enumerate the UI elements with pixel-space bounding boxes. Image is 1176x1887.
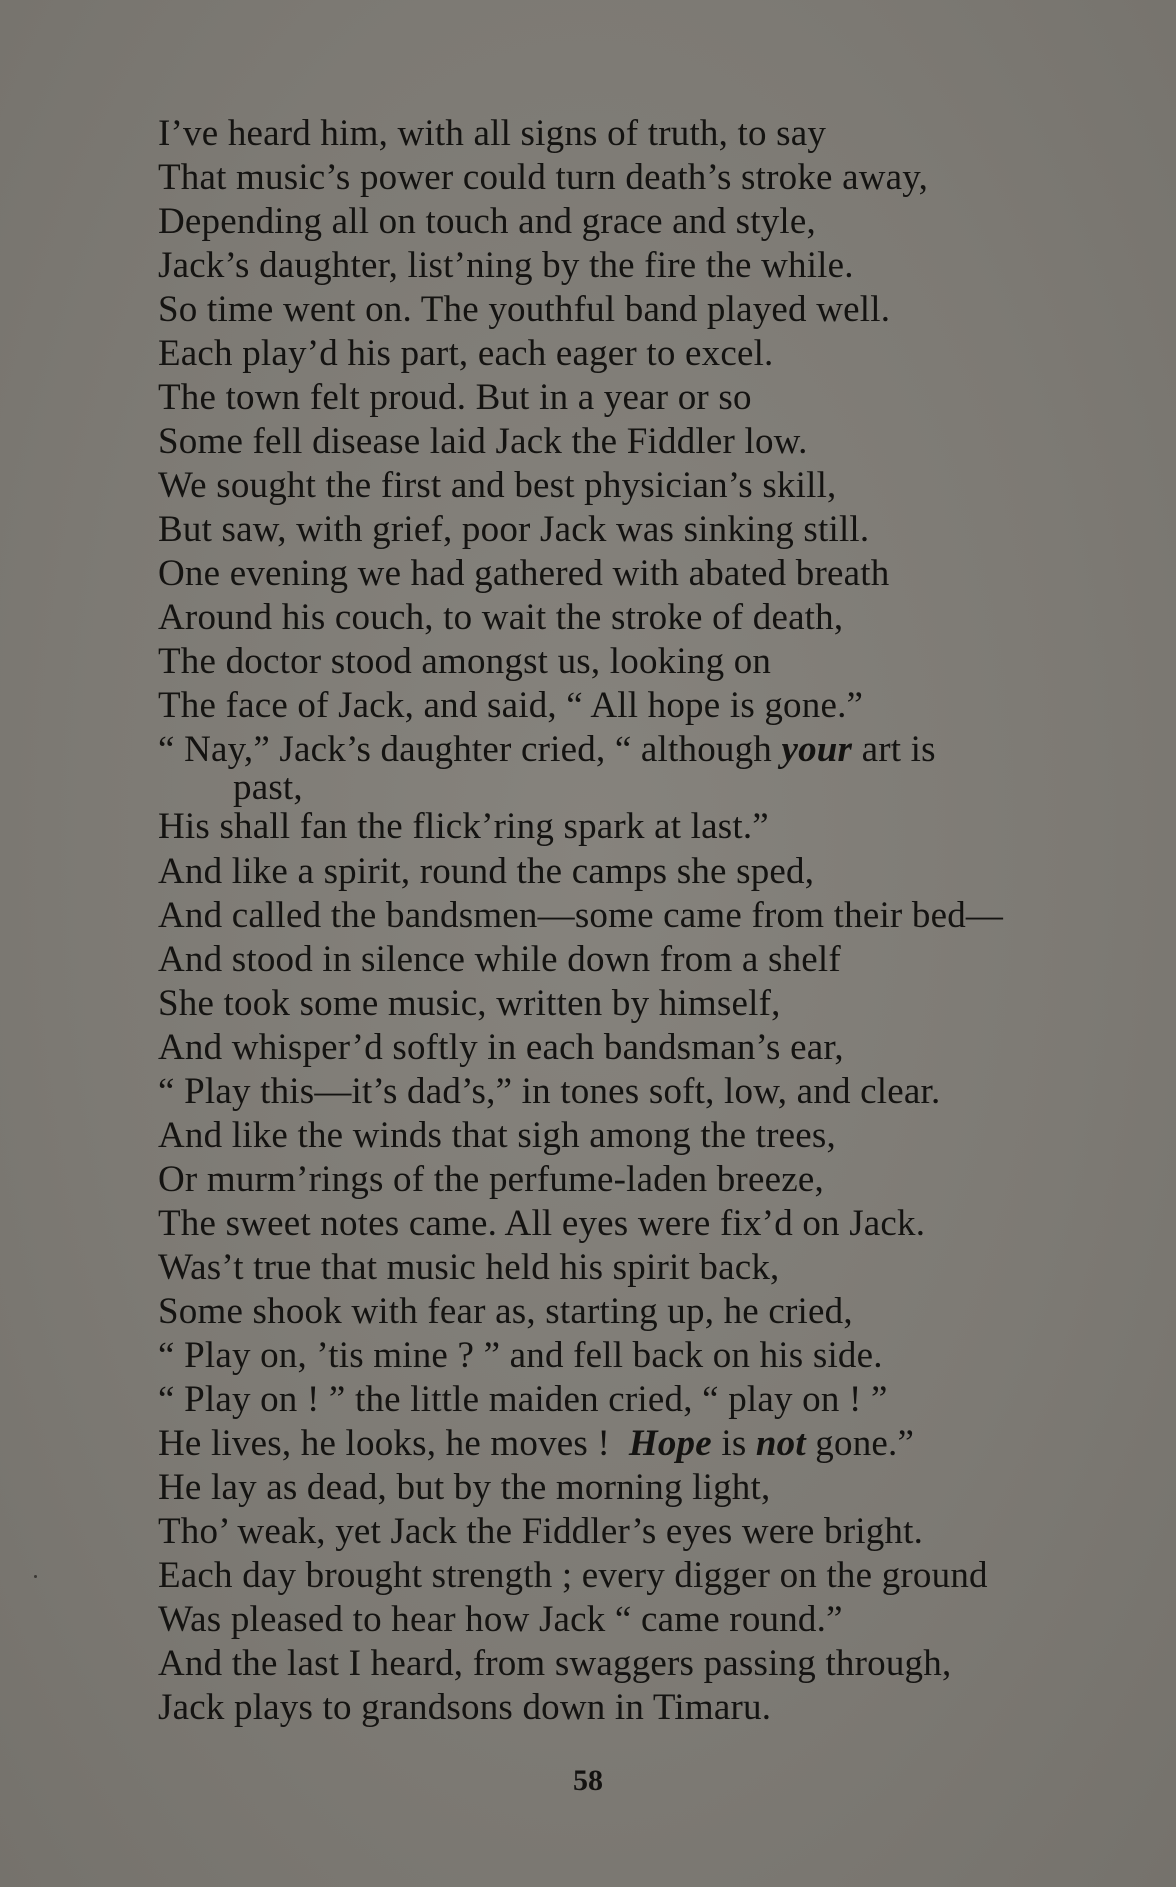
poem-line: The sweet notes came. All eyes were fix’d on Jack. [158, 1203, 926, 1244]
poem-line: “ Play on, ’tis mine ? ” and fell back on his side. [158, 1335, 883, 1376]
poem-line: And the last I heard, from swaggers passing through, [158, 1643, 952, 1684]
poem-line: One evening we had gathered with abated breath [158, 553, 890, 594]
hope-line-after: gone.” [805, 1423, 915, 1464]
poem-line-hope [158, 1422, 1078, 1466]
poem-line: And whisper’d softly in each bandsman’s ear, [158, 1027, 844, 1068]
poem-line: The face of Jack, and said, “ All hope is gone.” [158, 685, 864, 726]
poem-line: Some shook with fear as, starting up, he cried, [158, 1291, 853, 1332]
poem-line: Jack’s daughter, list’ning by the fire the while. [158, 245, 854, 286]
poem-line: And like a spirit, round the camps she sped, [158, 851, 815, 892]
poem-line-nay [158, 728, 1078, 772]
poem-line: And stood in silence while down from a shelf [158, 939, 841, 980]
poem-line: Jack plays to grandsons down in Timaru. [158, 1687, 772, 1728]
paper-speck [34, 1575, 37, 1578]
poem-line: Around his couch, to wait the stroke of death, [158, 597, 844, 638]
poem-line: And like the winds that sigh among the trees, [158, 1115, 836, 1156]
poem-line: So time went on. The youthful band played well. [158, 289, 891, 330]
poem-line: Each play’d his part, each eager to excel. [158, 333, 774, 374]
hope-line-middle: is [711, 1423, 756, 1464]
poem-line: And called the bandsmen—some came from their bed— [158, 895, 1004, 936]
hope-line-not: not [755, 1423, 806, 1464]
poem-line: She took some music, written by himself, [158, 983, 781, 1024]
poem-line: But saw, with grief, poor Jack was sinking still. [158, 509, 870, 550]
poem-line: Depending all on touch and grace and style, [158, 201, 816, 242]
nay-line-before: “ Nay,” Jack’s daughter cried, “ although [158, 729, 782, 770]
poem-line: The doctor stood amongst us, looking on [158, 641, 772, 682]
nay-line-after: art is [852, 729, 936, 770]
nay-line-emphasis: your [781, 729, 853, 770]
poem-line: That music’s power could turn death’s stroke away, [158, 157, 929, 198]
poem-line: The town felt proud. But in a year or so [158, 377, 752, 418]
poem-line: Was pleased to hear how Jack “ came round.” [158, 1599, 843, 1640]
poem-line: “ Play on ! ” the little maiden cried, “ play on ! ” [158, 1379, 888, 1420]
hope-line-before: He lives, he looks, he moves ! [158, 1423, 629, 1464]
poem-text [158, 112, 1078, 1730]
poem-line: Or murm’rings of the perfume-laden breeze, [158, 1159, 824, 1200]
page-number: 58 [573, 1764, 603, 1797]
poem-line: I’ve heard him, with all signs of truth, to say [158, 113, 827, 154]
poem-line: “ Play this—it’s dad’s,” in tones soft, low, and clear. [158, 1071, 941, 1112]
poem-line: His shall fan the flick’ring spark at last.” [158, 806, 769, 847]
poem-line: We sought the first and best physician’s skill, [158, 465, 837, 506]
poem-line-continuation: past, [233, 767, 303, 808]
poem-line: Some fell disease laid Jack the Fiddler low. [158, 421, 808, 462]
poem-line: Was’t true that music held his spirit back, [158, 1247, 780, 1288]
poem-line: He lay as dead, but by the morning light, [158, 1467, 771, 1508]
poem-line: Each day brought strength ; every digger on the ground [158, 1555, 988, 1596]
poem-line: Tho’ weak, yet Jack the Fiddler’s eyes were bright. [158, 1511, 924, 1552]
hope-line-hope: Hope [628, 1423, 712, 1464]
